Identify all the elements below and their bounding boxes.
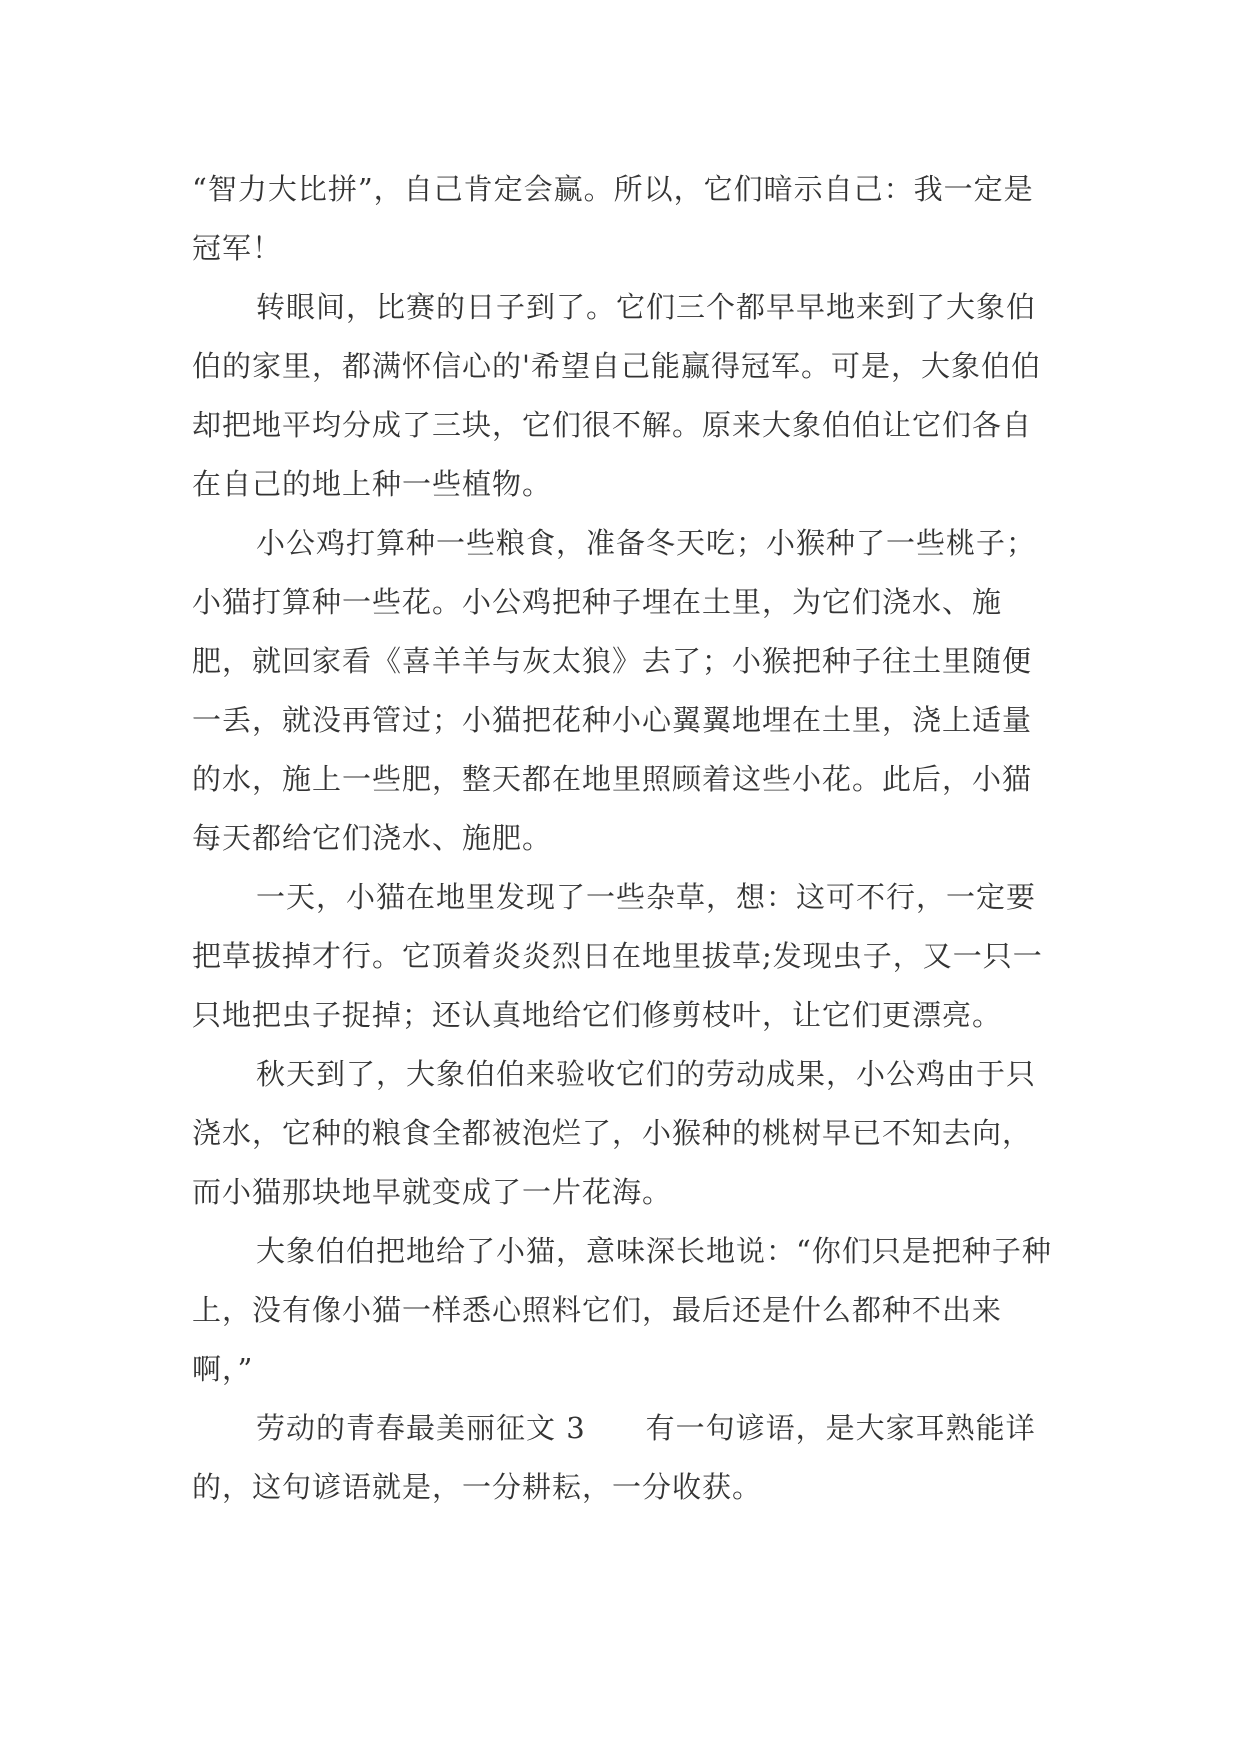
essay-opening-text: 有一句谚语，是大家耳熟能详的，这句谚语就是，一分耕耘，一分收获。 (192, 1411, 1036, 1504)
paragraph-5: 秋天到了，大象伯伯来验收它们的劳动成果，小公鸡由于只浇水，它种的粮食全都被泡烂了，小猴种的桃树早已不知去向，而小猫那块地早就变成了一片花海。 (192, 1057, 1037, 1209)
paragraph-3: 小公鸡打算种一些粮食，准备冬天吃；小猴种了一些桃子；小猫打算种一些花。小公鸡把种子埋在土里，为它们浇水、施肥，就回家看《喜羊羊与灰太狼》去了；小猴把种子往土里随便一丢，就没再管过；小猫把花种小心翼翼地埋在土里，浇上适量的水，施上一些肥，整天都在地里照顾着这些小花。此后，小猫每天都给它们浇水、施肥。 (192, 526, 1037, 855)
paragraph-6: 大象伯伯把地给了小猫，意味深长地说：“你们只是把种子种上，没有像小猫一样悉心照料它们，最后还是什么都种不出来啊，” (192, 1234, 1052, 1386)
paragraph-1: “智力大比拼”，自己肯定会赢。所以，它们暗示自己：我一定是冠军！ (192, 172, 1034, 265)
document-body (192, 160, 1052, 1517)
essay-heading: 劳动的青春最美丽征文 3 (256, 1411, 586, 1445)
paragraph-4: 一天，小猫在地里发现了一些杂草，想：这可不行，一定要把草拔掉才行。它顶着炎炎烈日在地里拔草;发现虫子，又一只一只地把虫子捉掉；还认真地给它们修剪枝叶，让它们更漂亮。 (192, 880, 1043, 1032)
paragraph-2: 转眼间，比赛的日子到了。它们三个都早早地来到了大象伯伯的家里，都满怀信心的'希望自己能赢得冠军。可是，大象伯伯却把地平均分成了三块，它们很不解。原来大象伯伯让它们各自在自己的地上种一些植物。 (192, 290, 1041, 501)
paragraph-7 (192, 1399, 1052, 1517)
